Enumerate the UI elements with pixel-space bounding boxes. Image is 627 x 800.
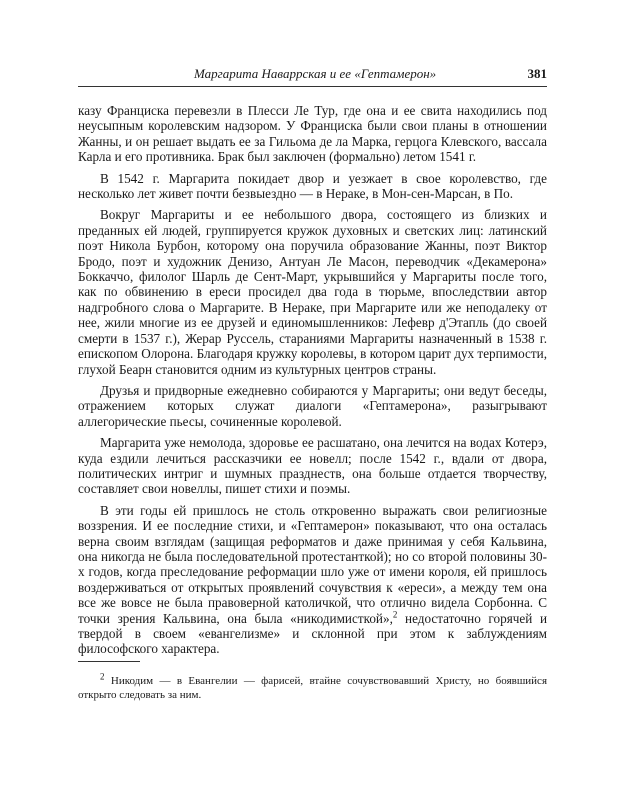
footnote-rule <box>78 661 140 662</box>
footnote <box>78 671 548 702</box>
paragraph-6-text: В эти годы ей пришлось не столь откровенно выражать свои религиозные воззрения. И ее последние стихи, и «Гептамерон» показывают, что она осталась верна своим взглядам (защищая реформатов и даже принимая у себя Кальвина, она никогда не была последовательной протестанткой); но со второй половины 30-х годов, когда преследование реформации шло уже от имени короля, ей пришлось воздерживаться от открытых проявлений сочувствия к «ереси», а между тем она все же вовсе не была правоверной католичкой, что отлично видела Сорбонна. С точки зрения Кальвина, она была «никодимисткой», <box>78 502 547 626</box>
paragraph-6 <box>78 503 547 657</box>
body-text <box>78 103 547 663</box>
paragraph-1: казу Франциска перевезли в Плесси Ле Тур, где она и ее свита находились под неусыпным королевским надзором. У Франциска были свои планы в отношении Жанны, и он решает выдать ее за Гильома де ла Марка, герцога Клевского, вассала Карла и его противника. Брак был заключен (формально) летом 1541 г. <box>78 103 547 165</box>
footnote-text: Никодим — в Евангелии — фарисей, втайне сочувствовавший Христу, но боявшийся открыто следовать за ним. <box>78 675 548 701</box>
header-rule <box>78 86 547 87</box>
paragraph-3: Вокруг Маргариты и ее небольшого двора, состоящего из близких и преданных ей людей, группируется кружок духовных и светских лиц: латинский поэт Никола Бурбон, которому она поручила образование Жанны, поэт Виктор Бродо, поэт и художник Денизо, Антуан Ле Масон, переводчик «Декамерона» Боккаччо, филолог Шарль де Сент-Март, укрывшийся у Маргариты после того, как по обвинению в ереси просидел два года в тюрьме, впоследствии автор надгробного слова о Маргарите. В Нераке, при Маргарите или же неподалеку от нее, жили многие из ее друзей и единомышленников: Лефевр д'Этапль (до своей смерти в 1537 г.), Жерар Руссель, стараниями Маргариты назначенный в 1538 г. епископом Олорона. Благодаря кружку королевы, в котором царит дух терпимости, глухой Беарн становится одним из культурных центров страны. <box>78 207 547 377</box>
paragraph-6-tail: недостаточно горячей и твердой в своем «евангелизме» и склонной при этом к заблуждениям философского характера. <box>78 610 548 657</box>
page-number: 381 <box>527 66 547 81</box>
running-title: Маргарита Наваррская и ее «Гептамерон» <box>194 66 437 81</box>
paragraph-4: Друзья и придворные ежедневно собираются у Маргариты; они ведут беседы, отражением которых служат диалоги «Гептамерона», разыгрывают аллегорические пьесы, сочиненные королевой. <box>78 382 547 429</box>
footnote-reference: 2 <box>392 609 398 620</box>
paragraph-2: В 1542 г. Маргарита покидает двор и уезжает в свое королевство, где несколько лет живет почти безвыездно — в Нераке, в Мон-сен-Марсан, в По. <box>78 170 547 202</box>
paragraph-5: Маргарита уже немолода, здоровье ее расшатано, она лечится на водах Котерэ, куда ездили лечиться рассказчики ее новелл; после 1542 г., вдали от двора, политических интриг и шумных празднеств, она больше отдается творчеству, составляет свои новеллы, пишет стихи и поэмы. <box>78 435 547 497</box>
footnote-marker: 2 <box>100 671 105 682</box>
